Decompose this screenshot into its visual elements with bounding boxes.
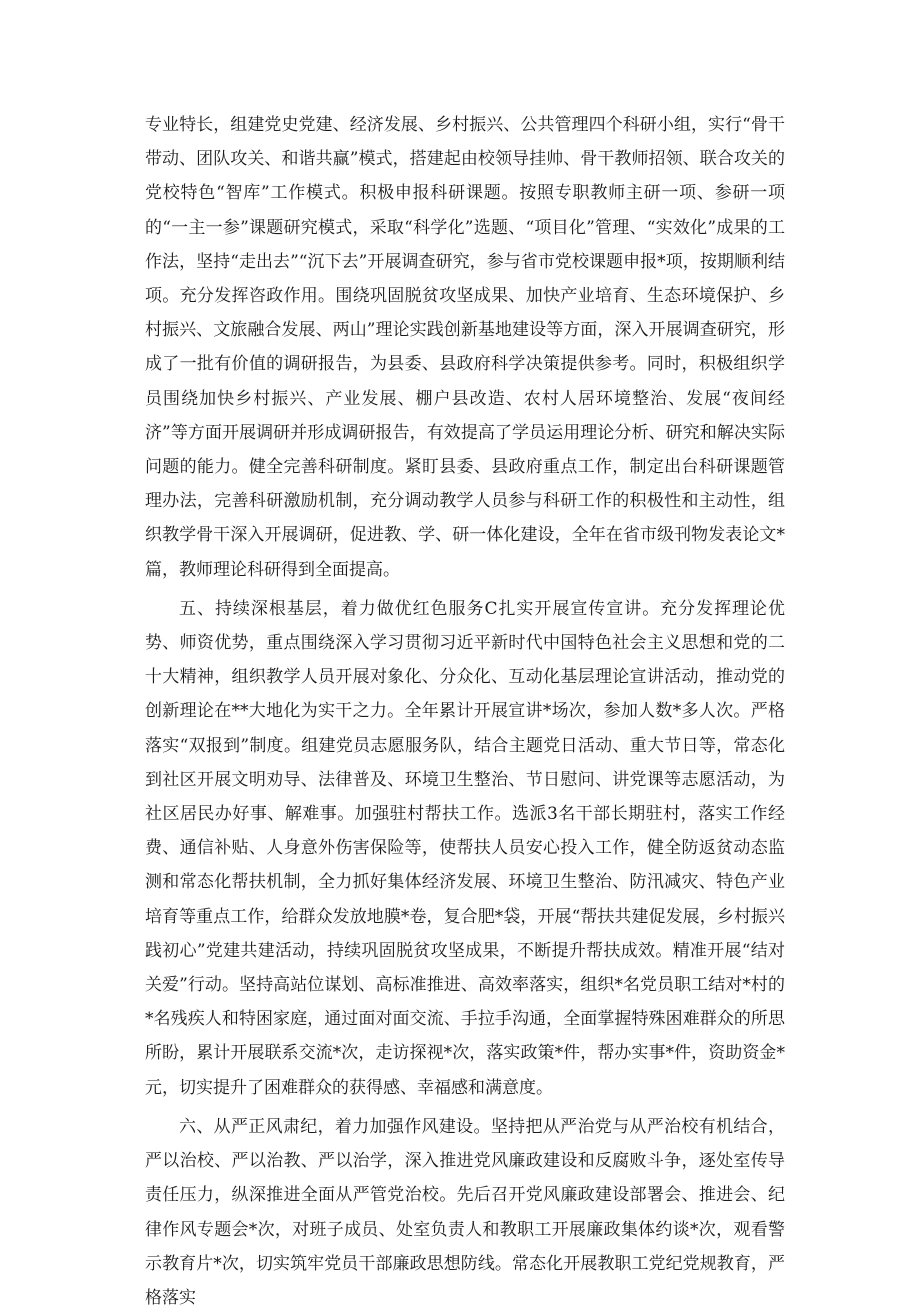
paragraph-research: 专业特长，组建党史党建、经济发展、乡村振兴、公共管理四个科研小组，实行“骨干带动、团队攻关、和谐共赢”模式，搭建起由校领导挂帅、骨干教师招领、联合攻关的党校特色“智库”工作模式。积极申报科研课题。按照专职教师主研一项、参研一项的“一主一参”课题研究模式，采取“科学化”选题、“项目化”管理、“实效化”成果的工作法，坚持“走出去”“沉下去”开展调查研究，参与省市党校课题申报*项，按期顺利结项。充分发挥咨政作用。围绕巩固脱贫攻坚成果、加快产业培育、生态环境保护、乡村振兴、文旅融合发展、两山”理论实践创新基地建设等方面，深入开展调查研究，形成了一批有价值的调研报告，为县委、县政府科学决策提供参考。同时，积极组织学员围绕加快乡村振兴、产业发展、棚户县改造、农村人居环境整治、发展“夜间经济”等方面开展调研并形成调研报告，有效提高了学员运用理论分析、研究和解决实际问题的能力。健全完善科研制度。紧盯县委、县政府重点工作，制定出台科研课题管理办法，完善科研激励机制，充分调动教学人员参与科研工作的积极性和主动性，组织教学骨干深入开展调研，促进教、学、研一体化建设，全年在省市级刊物发表论文*篇，教师理论科研得到全面提高。 [145,115,785,580]
paragraph-section-six: 六、从严正风肃纪，着力加强作风建设。坚持把从严治党与从严治校有机结合，严以治校、严以治教、严以治学，深入推进党风廉政建设和反腐败斗争，逐处室传导责任压力，纵深推进全面从严管党治校。先后召开党风廉政建设部署会、推进会、纪律作风专题会*次，对班子成员、处室负责人和教职工开展廉政集体约谈*次，观看警示教育片*次，切实筑牢党员干部廉政思想防线。常态化开展教职工党纪党规教育，严格落实 [145,1116,785,1308]
document-page [145,108,785,1315]
paragraph-section-five: 五、持续深根基层，着力做优红色服务C扎实开展宣传宣讲。充分发挥理论优势、师资优势，重点围绕深入学习贯彻习近平新时代中国特色社会主义思想和党的二十大精神，组织教学人员开展对象化、分众化、互动化基层理论宣讲活动，推动党的创新理论在**大地化为实干之力。全年累计开展宣讲*场次，参加人数*多人次。严格落实“双报到”制度。组建党员志愿服务队，结合主题党日活动、重大节日等，常态化到社区开展文明劝导、法律普及、环境卫生整治、节日慰问、讲党课等志愿活动，为社区居民办好事、解难事。加强驻村帮扶工作。选派3名干部长期驻村，落实工作经费、通信补贴、人身意外伤害保险等，使帮扶人员安心投入工作，健全防返贫动态监测和常态化帮扶机制，全力抓好集体经济发展、环境卫生整治、防汛减灾、特色产业培育等重点工作，给群众发放地膜*卷，复合肥*袋，开展“帮扶共建促发展，乡村振兴践初心”党建共建活动，持续巩固脱贫攻坚成果，不断提升帮扶成效。精准开展“结对关爱”行动。坚持高站位谋划、高标准推进、高效率落实，组织*名党员职工结对*村的*名残疾人和特困家庭，通过面对面交流、手拉手沟通，全面掌握特殊困难群众的所思所盼，累计开展联系交流*次，走访探视*次，落实政策*件，帮办实事*件，资助资金*元，切实提升了困难群众的获得感、幸福感和满意度。 [145,598,785,1098]
